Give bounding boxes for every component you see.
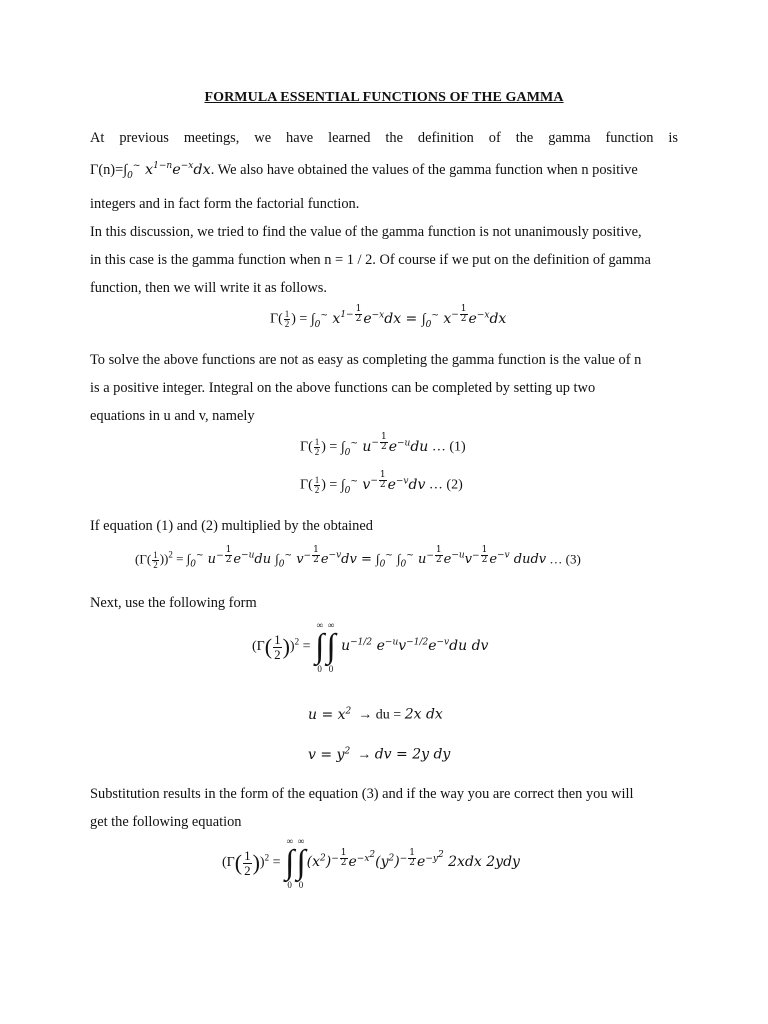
paragraph-5 bbox=[90, 589, 678, 617]
paragraph-3 bbox=[90, 346, 678, 430]
equation-3-label: … (3) bbox=[549, 551, 581, 567]
equation-1: Γ( $\frac{1}{2}$ ) = $\int_0^\sim$ $u^{- \frac{1}{2}}$ $e^{-u}du$ … (1) bbox=[300, 432, 466, 458]
equation-1-label: … (1) bbox=[431, 439, 466, 455]
paragraph-1-line-2 bbox=[90, 152, 678, 190]
substitution-u-equation: $u = x^2$ → du = 2x dx bbox=[308, 706, 443, 723]
paragraph-1-line-3: integers and in fact form the factorial function. bbox=[90, 195, 360, 212]
paragraph-6-line-1: Substitution results in the form of the equation (3) and if the way you are correct then you will bbox=[90, 786, 634, 802]
paragraph-6 bbox=[90, 780, 678, 836]
paragraph-5-line-1: Next, use the following form bbox=[90, 595, 257, 611]
equation-2-label: … (2) bbox=[428, 477, 463, 493]
gamma-n-label: Γ(n)= bbox=[90, 161, 124, 178]
paragraph-1 bbox=[90, 124, 678, 218]
equation-3: (Γ( $\frac{1}{2}$ ))$^2 = \int_0^\sim$ $u^{- \frac{1}{2}}$ $e^{-u}du$ $\int_0^\sim$ $v^{- \frac{1}{2}}$ $e^{-v}dv = \int_0^\sim$ $\int_0^\sim$ $u^{- \frac{1}{2}}$ $e^{-u}v^{- \frac{1}{2}}$ $e^{-v}$ dudv … (3) bbox=[135, 545, 581, 570]
paragraph-2-line-3: function, then we will write it as follows. bbox=[90, 280, 328, 296]
paragraph-2-line-2: in this case is the gamma function when n = 1 / 2. Of course if we put on the definition of gamma bbox=[90, 252, 651, 268]
paragraph-2-line-1: In this discussion, we tried to find the value of the gamma function is not unanimously positive, bbox=[90, 224, 642, 240]
substituted-double-integral-equation: (Γ( $\frac{1}{2}$ ))$^2$ = ∞ ∫ 0 ∞ ∫ 0 $(x^2)^{- \frac{1}{2}}$ $e^{-x^2}(y^2)^{- \frac{1}{2}}$ $e^{-y^2}$ 2xdx 2ydy bbox=[222, 836, 520, 890]
paragraph-3-line-1: To solve the above functions are not as easy as completing the gamma function is the value of n bbox=[90, 352, 642, 368]
substitution-v-equation: $v = y^2$ → dv = 2y dy bbox=[308, 746, 451, 763]
paragraph-4 bbox=[90, 512, 678, 540]
paragraph-6-line-2: get the following equation bbox=[90, 814, 242, 830]
paragraph-3-line-2: is a positive integer. Integral on the above functions can be completed by setting up two bbox=[90, 380, 596, 396]
paragraph-1-line-1: At previous meetings, we have learned the definition of the gamma function is bbox=[90, 130, 678, 146]
gamma-definition-integral: $\int_0^\sim$ $x^{1-n}e^{-x}dx$ bbox=[123, 161, 211, 181]
paragraph-2 bbox=[90, 218, 678, 302]
paragraph-3-line-3: equations in u and v, namely bbox=[90, 408, 255, 424]
paragraph-1-line-2-rest: . We also have obtained the values of the gamma function when n positive bbox=[210, 161, 638, 178]
gamma-half-definition-equation: Γ( $\frac{1}{2}$ ) = $\int_0^\sim$ $x^{1- \frac{1}{2}}$ $e^{-x}dx = \int_0^\sim$ $x^{- \frac{1}{2}}$ $e^{-x}dx$ bbox=[270, 304, 507, 330]
document-title: FORMULA ESSENTIAL FUNCTIONS OF THE GAMMA bbox=[204, 90, 564, 105]
paragraph-4-line-1: If equation (1) and (2) multiplied by the obtained bbox=[90, 518, 373, 534]
equation-2: Γ( $\frac{1}{2}$ ) = $\int_0^\sim$ $v^{- \frac{1}{2}}$ $e^{-v}dv$ … (2) bbox=[300, 470, 463, 496]
double-integral-form-equation: (Γ( $\frac{1}{2}$ ))$^2$ = ∞ ∫ 0 ∞ ∫ 0 $u^{-1/2}$ $e^{-u}v^{-1/2}e^{-v}du$ dv bbox=[252, 620, 489, 674]
